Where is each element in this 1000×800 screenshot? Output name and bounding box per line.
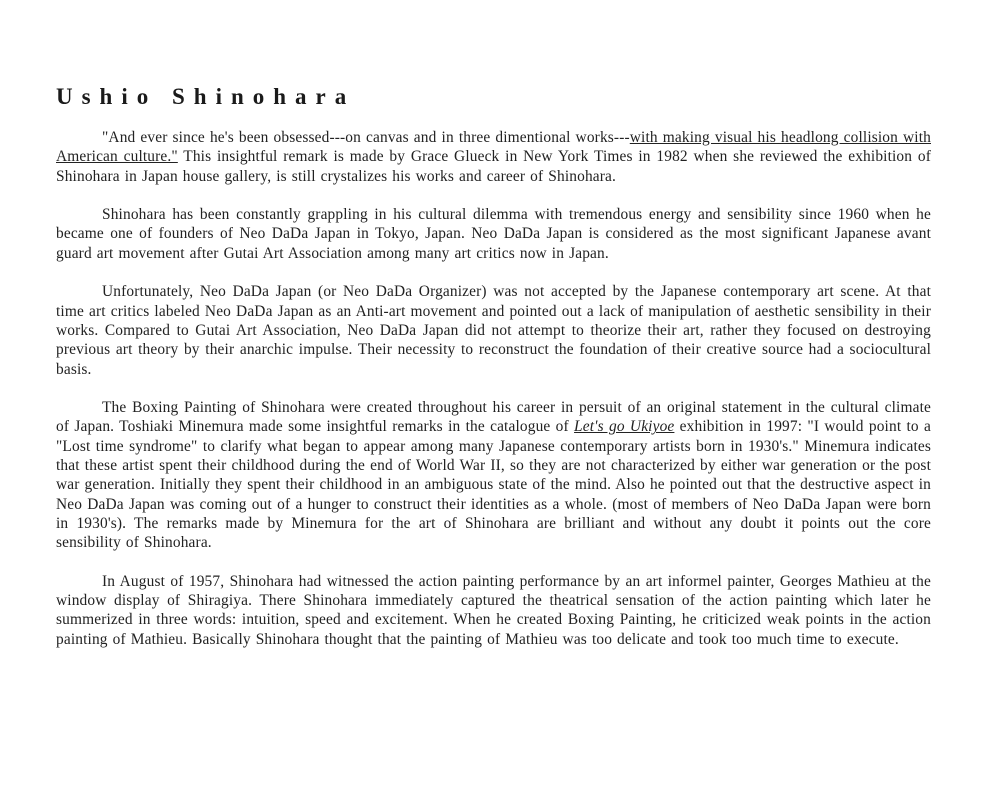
paragraph-text: The Boxing Painting of Shinohara were created throughout his career in persuit of an original statement in the cultural climate of Japan. Toshiaki Minemura made some insightful remarks in the catalogue of: [56, 399, 931, 436]
paragraph-text: Unfortunately, Neo DaDa Japan (or Neo DaDa Organizer) was not accepted by the Japanese contemporary art scene. At that time art critics labeled Neo DaDa Japan as an Anti-art movement and pointed out a lack of manipulation of aesthetic sensibility in their works. Compared to Gutai Art Association, Neo DaDa Japan did not attempt to theorize their art, rather they focused on destroying previous art theory by their anarchic impulse. Their necessity to reconstruct the foundation of their creative source had a sociocultural basis.: [56, 283, 931, 378]
paragraph-text: Shinohara has been constantly grappling in his cultural dilemma with tremendous energy and sensibility since 1960 when he became one of founders of Neo DaDa Japan in Tokyo, Japan. Neo DaDa Japan is considered as the most significant Japanese avant guard art movement after Gutai Art Association among many art critics now in Japan.: [56, 206, 931, 262]
paragraph-text: exhibition in 1997: "I would point to a "Lost time syndrome" to clarify what began to appear among many Japanese contemporary artists born in 1930's." Minemura indicates that these artist spent their childhood during the end of World War II, so they are not characterized by either war generation or the post war generation. Initially they spent their childhood in an ambiguous state of the mind. Also he pointed out that the destructive aspect in Neo DaDa Japan was coming out of a hunger to construct their identities as a whole. (most of members of Neo DaDa Japan were born in 1930's). The remarks made by Minemura for the art of Shinohara are brilliant and without any doubt it points out the core sensibility of Shinohara.: [56, 418, 931, 552]
document-body: [56, 128, 931, 668]
paragraph-text: In August of 1957, Shinohara had witnessed the action painting performance by an art informel painter, Georges Mathieu at the window display of Shiragiya. There Shinohara immediately captured the theatrical sensation of the action painting which later he summerized in three words: intuition, speed and excitement. When he created Boxing Painting, he criticized weak points in the action painting of Mathieu. Basically Shinohara thought that the painting of Mathieu was too delicate and took too much time to execute.: [56, 572, 931, 648]
paragraph: [56, 572, 931, 649]
document-title: Ushio Shinohara: [56, 84, 356, 109]
paragraph-text: "And ever since he's been obsessed---on canvas and in three dimentional works---: [102, 129, 630, 146]
paragraph: [56, 128, 931, 186]
paragraph: [56, 398, 931, 552]
underlined-quote: with making visual his headlong collision with American culture.": [56, 129, 931, 166]
paragraph-text: This insightful remark is made by Grace Glueck in New York Times in 1982 when she reviewed the exhibition of Shinohara in Japan house gallery, is still crystalizes his works and career of Shinohara.: [56, 148, 931, 185]
paragraph: [56, 282, 931, 378]
exhibition-title: Let's go Ukiyoe: [574, 418, 675, 436]
paragraph: [56, 205, 931, 263]
